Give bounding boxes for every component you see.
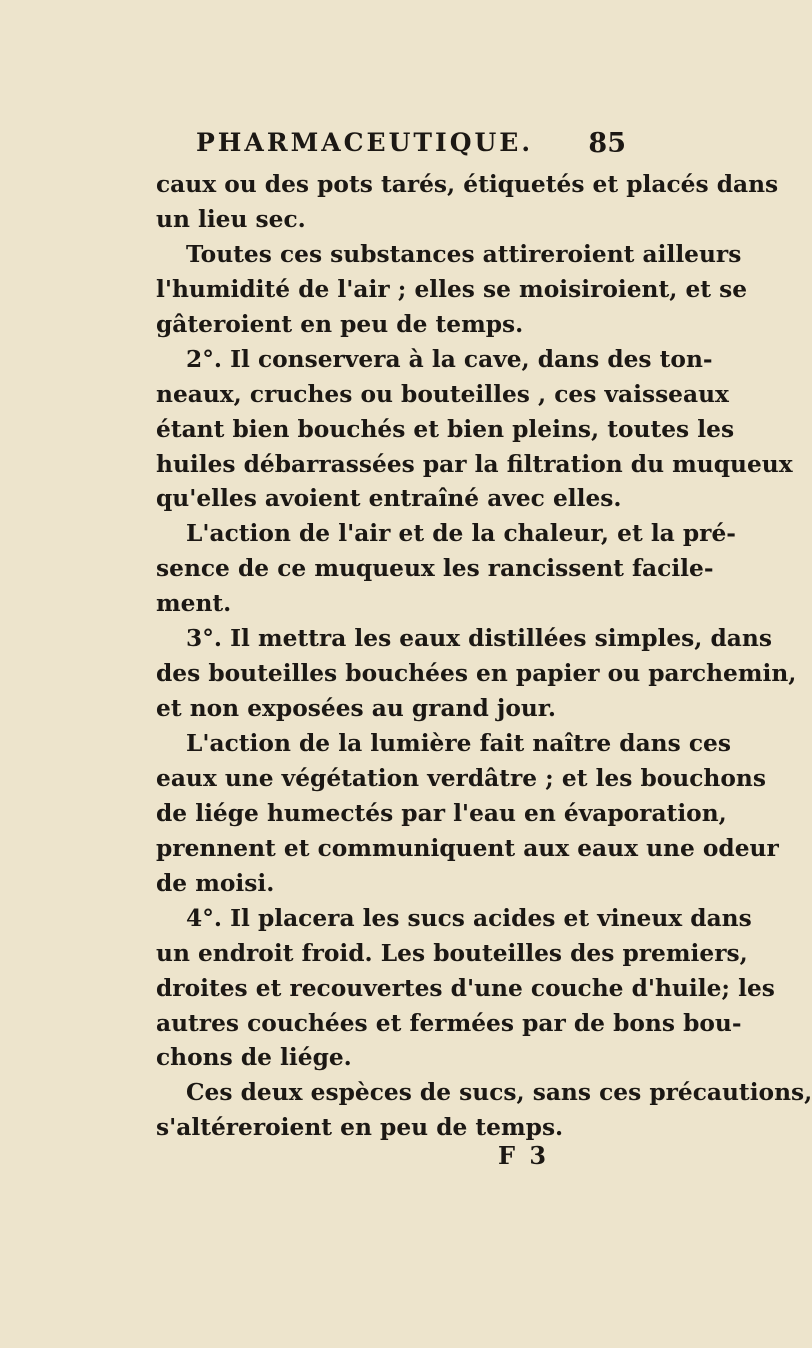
text-line: huiles débarrassées par la filtration du muqueux [156, 450, 793, 478]
text-line: et non exposées au grand jour. [156, 695, 557, 723]
text-line: 3°. Il mettra les eaux distillées simples, dans [186, 625, 772, 653]
text-line: 2°. Il conservera à la cave, dans des ton- [186, 345, 713, 373]
text-line: droites et recouvertes d'une couche d'huile; les [156, 974, 775, 1002]
text-line: ment. [156, 590, 232, 618]
text-line: sence de ce muqueux les rancissent facile- [156, 555, 714, 583]
text-line: L'action de la lumière fait naître dans ces [186, 730, 731, 757]
text-line: caux ou des pots tarés, étiquetés et placés dans [156, 171, 779, 198]
text-line: étant bien bouchés et bien pleins, toutes les [156, 415, 735, 443]
text-line: prennent et communiquent aux eaux une odeur [156, 834, 779, 862]
text-line: de liége humectés par l'eau en évaporation, [156, 799, 727, 827]
text-line: qu'elles avoient entraîné avec elles. [156, 485, 622, 513]
text-line: eaux une végétation verdâtre ; et les bouchons [156, 764, 766, 792]
page-header [196, 128, 626, 168]
text-line: neaux, cruches ou bouteilles , ces vaisseaux [156, 380, 729, 408]
text-line: 4°. Il placera les sucs acides et vineux dans [186, 904, 752, 932]
text-line: de moisi. [156, 869, 275, 897]
body-text [156, 168, 812, 1146]
page-number: 85 [588, 128, 626, 159]
text-line: des bouteilles bouchées en papier ou parchemin, [156, 660, 797, 688]
signature-mark: F 3 [498, 1141, 550, 1170]
text-line: gâteroient en peu de temps. [156, 310, 524, 338]
text-line: l'humidité de l'air ; elles se moisiroient, et se [156, 275, 748, 303]
text-line: autres couchées et fermées par de bons bou- [156, 1009, 742, 1037]
text-line: un endroit froid. Les bouteilles des premiers, [156, 939, 748, 967]
text-line: Ces deux espèces de sucs, sans ces précautions, [186, 1079, 812, 1107]
text-line: un lieu sec. [156, 205, 306, 233]
text-line: chons de liége. [156, 1044, 352, 1072]
text-line: Toutes ces substances attireroient ailleurs [186, 240, 742, 268]
running-title: PHARMACEUTIQUE. [196, 128, 534, 157]
text-line: s'altéreroient en peu de temps. [156, 1114, 564, 1142]
text-line: L'action de l'air et de la chaleur, et la pré- [186, 520, 736, 548]
